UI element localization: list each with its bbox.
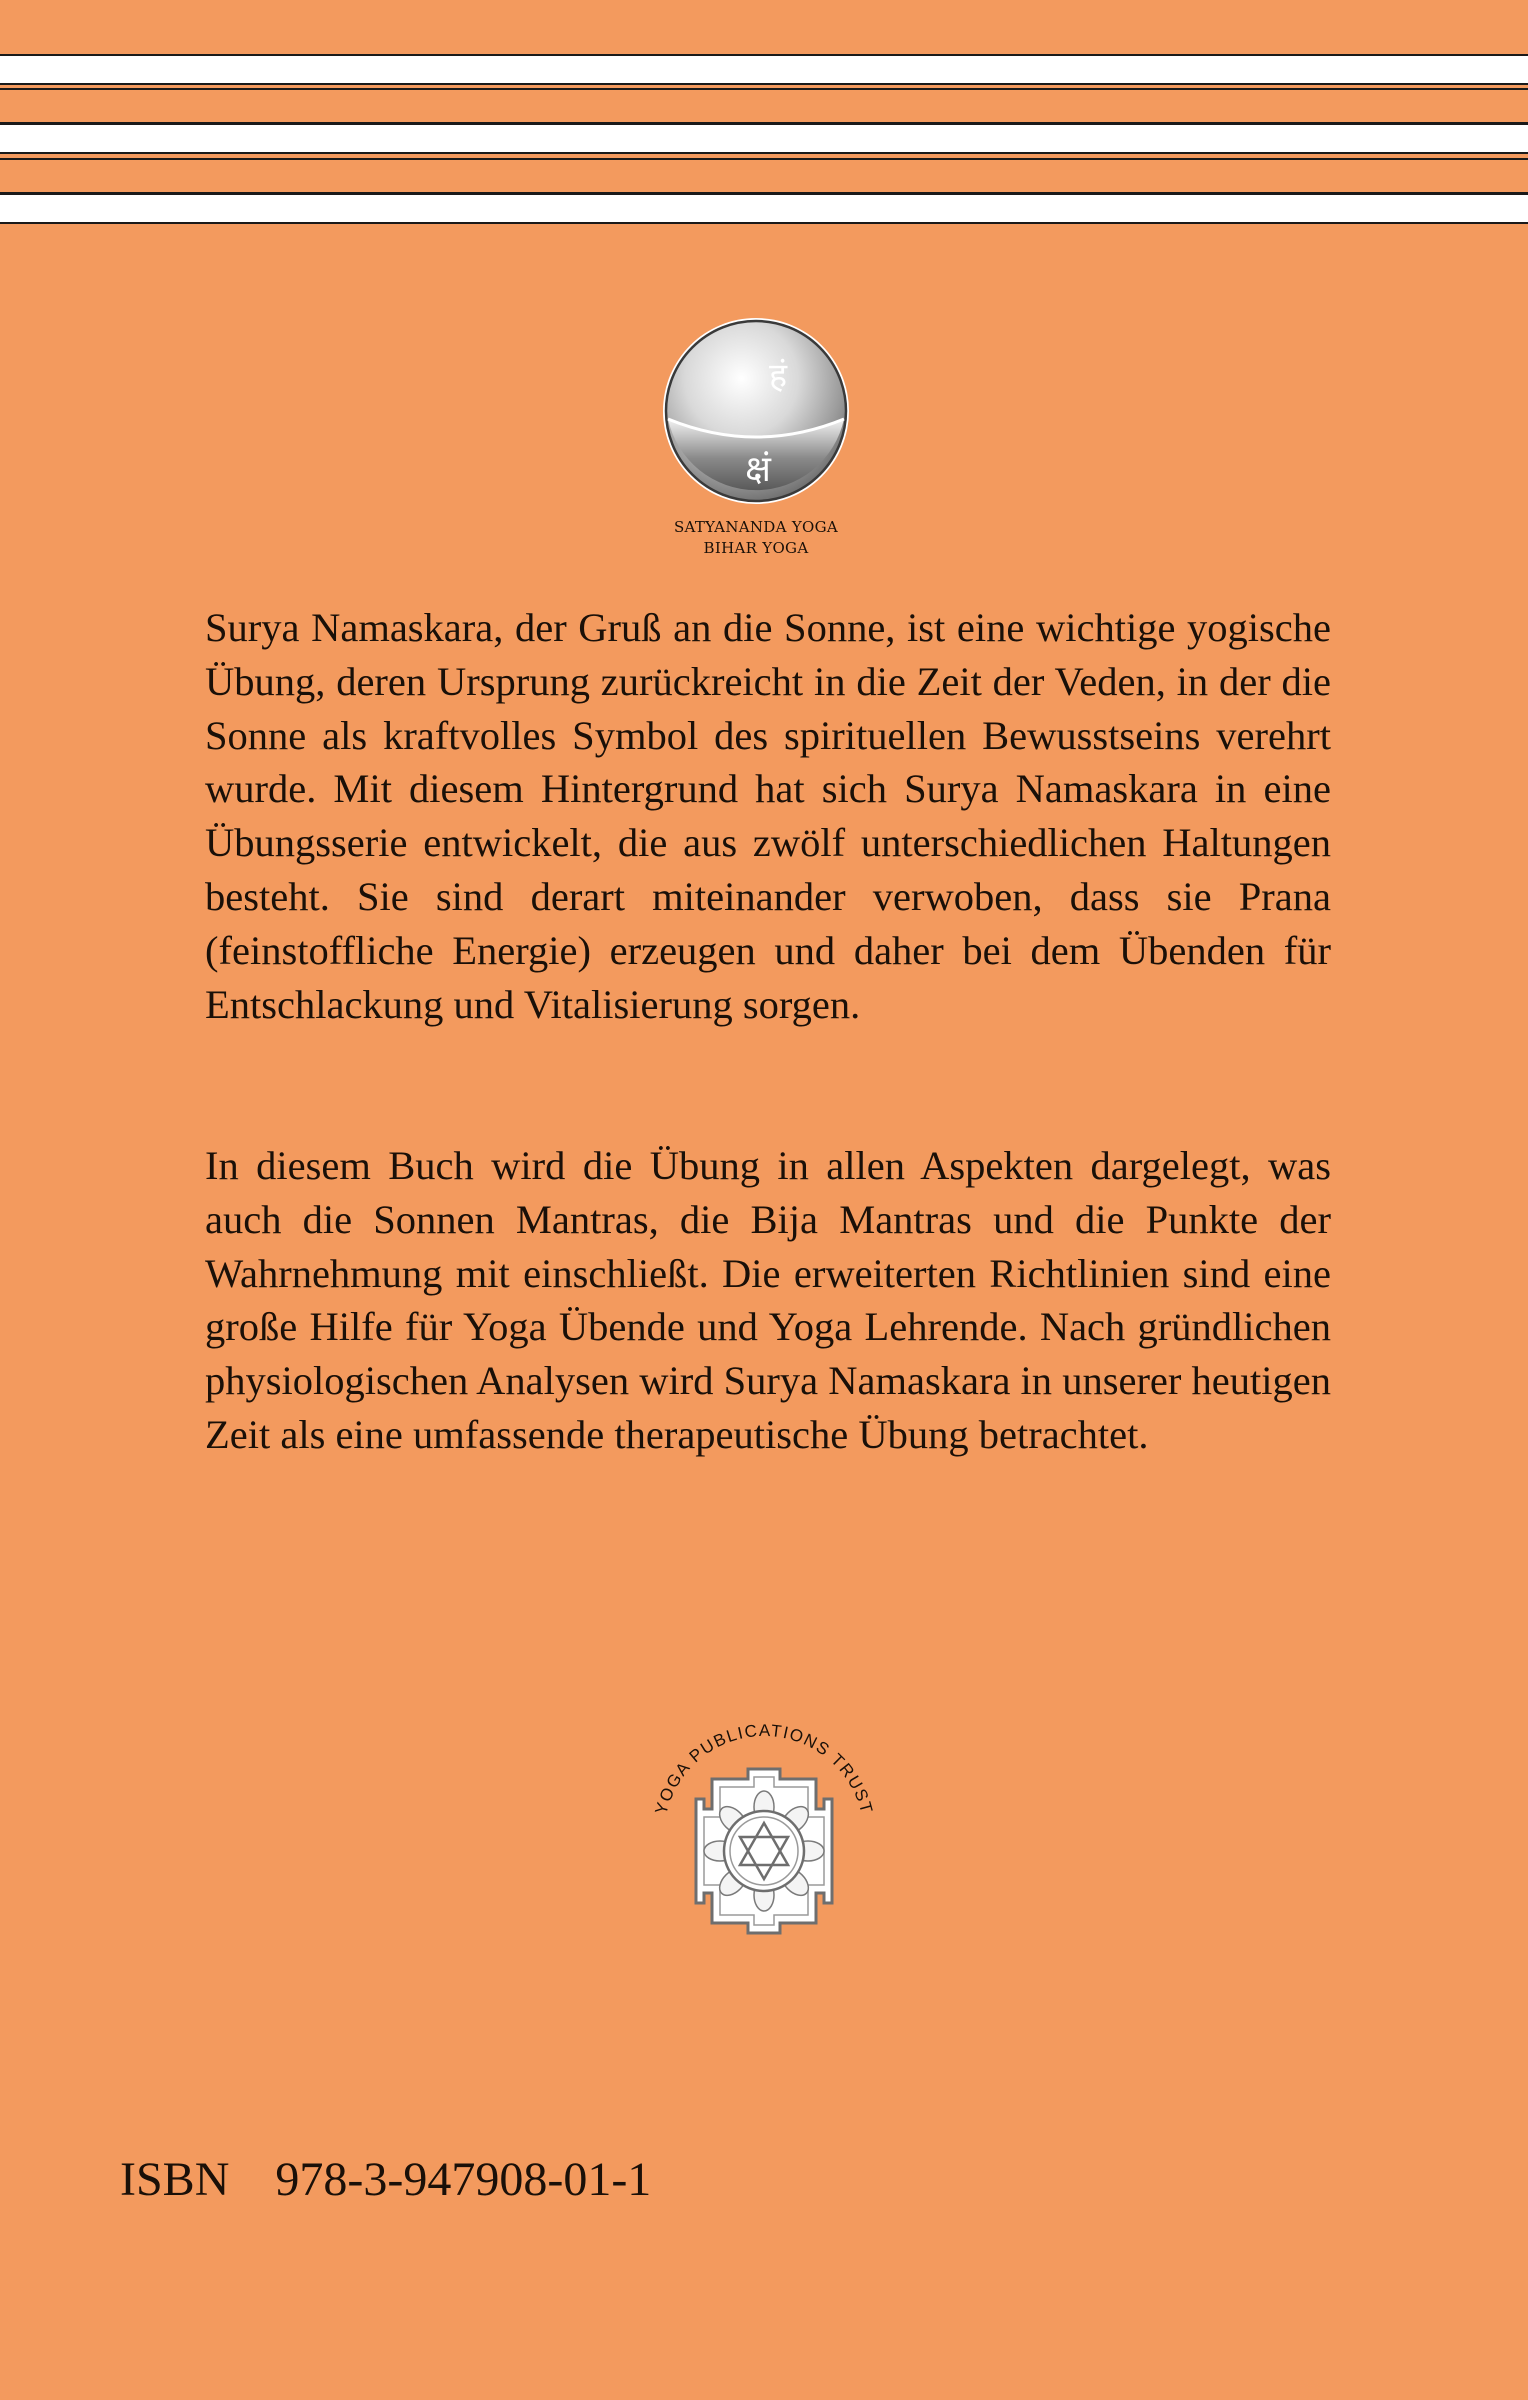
emblem-caption-line2: BIHAR YOGA — [703, 539, 809, 557]
description-paragraph-2: In diesem Buch wird die Übung in allen Aspekten dargelegt, was auch die Sonnen Mantras, die Bija Mantras und die Punkte der Wahrnehmung mit einschließt. Die erweiterten Richtlinien sind eine große Hilfe für Yoga Übende und Yoga Lehrende. Nach gründlichen physiologischen Analysen wird Surya Namaskara in unserer heutigen Zeit als eine umfassende therapeutische Übung betrachtet. — [205, 1143, 1331, 1457]
satyananda-yoga-emblem — [660, 315, 852, 507]
emblem-glyph-bottom: क्षं — [745, 449, 771, 490]
emblem-caption-line1: SATYANANDA YOGA — [673, 518, 839, 536]
publisher-arc-text: YOGA PUBLICATIONS TRUST — [651, 1720, 877, 1817]
stripe — [0, 54, 1528, 85]
isbn — [120, 2152, 651, 2208]
yantra-icon — [696, 1769, 832, 1933]
header-stripes — [0, 0, 1528, 240]
stripe — [0, 123, 1528, 154]
emblem-caption — [556, 517, 956, 559]
isbn-label: ISBN — [120, 2153, 230, 2206]
isbn-number: 978-3-947908-01-1 — [275, 2153, 652, 2206]
description-paragraph-1: Surya Namaskara, der Gruß an die Sonne, ist eine wichtige yogische Übung, deren Ursprung zurückreicht in die Zeit der Veden, in der die Sonne als kraftvolles Symbol des spirituellen Bewusstseins verehrt wurde. Mit diesem Hintergrund hat sich Surya Namaskara in eine Übungsserie entwickelt, die aus zwölf unterschiedlichen Haltungen besteht. Sie sind derart miteinander verwoben, dass sie Prana (feinstoffliche Energie) erzeugen und daher bei dem Übenden für Entschlackung und Vitalisierung sorgen. — [205, 605, 1331, 1027]
emblem-glyph-top: हं — [768, 356, 788, 396]
stripe — [0, 158, 1528, 194]
yoga-publications-trust-logo — [634, 1706, 894, 1946]
stripe — [0, 193, 1528, 224]
stripe — [0, 88, 1528, 124]
